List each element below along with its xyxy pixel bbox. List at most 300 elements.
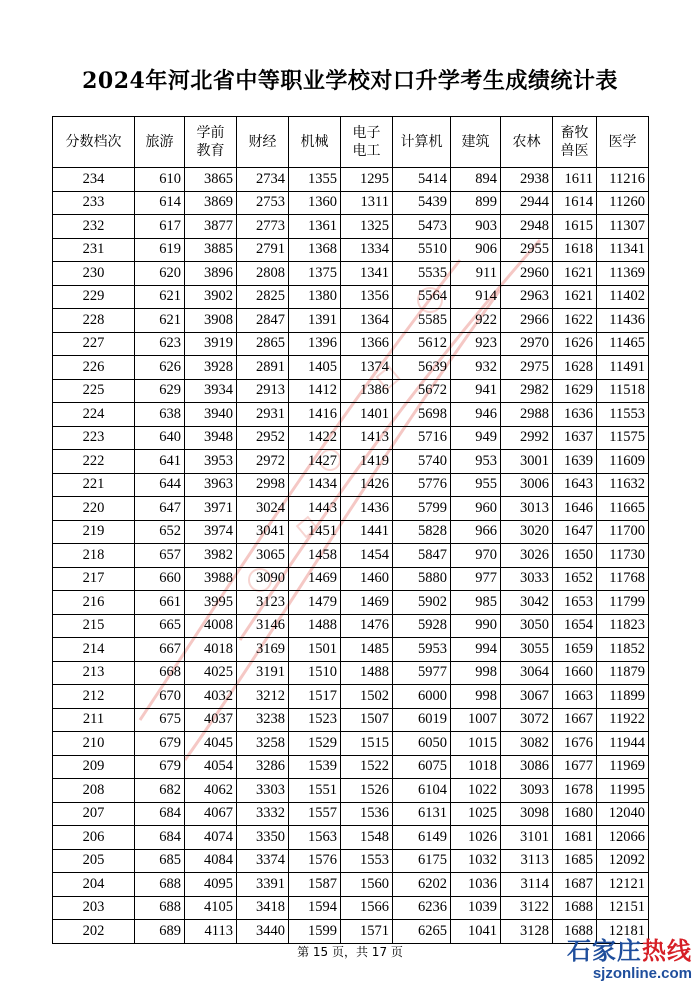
count-cell: 1485 <box>341 638 393 662</box>
count-cell: 1587 <box>289 873 341 897</box>
count-cell: 3042 <box>501 591 553 615</box>
table-row <box>53 873 649 897</box>
column-header: 旅游 <box>135 117 185 168</box>
count-cell: 1548 <box>341 826 393 850</box>
site-logo[interactable] <box>542 936 692 986</box>
count-cell: 1366 <box>341 332 393 356</box>
score-cell: 226 <box>53 356 135 380</box>
count-cell: 1688 <box>553 920 597 944</box>
score-cell: 204 <box>53 873 135 897</box>
table-row <box>53 238 649 262</box>
count-cell: 1018 <box>451 755 501 779</box>
count-cell: 1334 <box>341 238 393 262</box>
count-cell: 2988 <box>501 403 553 427</box>
count-cell: 657 <box>135 544 185 568</box>
count-cell: 1551 <box>289 779 341 803</box>
count-cell: 1364 <box>341 309 393 333</box>
count-cell: 1015 <box>451 732 501 756</box>
count-cell: 685 <box>135 849 185 873</box>
column-header: 医学 <box>597 117 649 168</box>
score-cell: 218 <box>53 544 135 568</box>
score-cell: 230 <box>53 262 135 286</box>
count-cell: 3072 <box>501 708 553 732</box>
count-cell: 1427 <box>289 450 341 474</box>
count-cell: 11922 <box>597 708 649 732</box>
table-row <box>53 379 649 403</box>
count-cell: 1488 <box>289 614 341 638</box>
count-cell: 11491 <box>597 356 649 380</box>
count-cell: 985 <box>451 591 501 615</box>
count-cell: 3086 <box>501 755 553 779</box>
count-cell: 688 <box>135 896 185 920</box>
count-cell: 5799 <box>393 497 451 521</box>
count-cell: 5977 <box>393 661 451 685</box>
count-cell: 2960 <box>501 262 553 286</box>
count-cell: 11823 <box>597 614 649 638</box>
count-cell: 5535 <box>393 262 451 286</box>
count-cell: 2966 <box>501 309 553 333</box>
count-cell: 1563 <box>289 826 341 850</box>
count-cell: 1039 <box>451 896 501 920</box>
count-cell: 990 <box>451 614 501 638</box>
count-cell: 3006 <box>501 473 553 497</box>
count-cell: 1517 <box>289 685 341 709</box>
count-cell: 1687 <box>553 873 597 897</box>
count-cell: 3013 <box>501 497 553 521</box>
count-cell: 11609 <box>597 450 649 474</box>
count-cell: 3090 <box>237 567 289 591</box>
count-cell: 3114 <box>501 873 553 897</box>
count-cell: 5716 <box>393 426 451 450</box>
count-cell: 1515 <box>341 732 393 756</box>
table-row <box>53 450 649 474</box>
count-cell: 1458 <box>289 544 341 568</box>
count-cell: 12092 <box>597 849 649 873</box>
count-cell: 644 <box>135 473 185 497</box>
count-cell: 4025 <box>185 661 237 685</box>
count-cell: 641 <box>135 450 185 474</box>
count-cell: 11436 <box>597 309 649 333</box>
count-cell: 1401 <box>341 403 393 427</box>
count-cell: 1360 <box>289 191 341 215</box>
count-cell: 1594 <box>289 896 341 920</box>
score-cell: 233 <box>53 191 135 215</box>
count-cell: 2913 <box>237 379 289 403</box>
table-row <box>53 826 649 850</box>
count-cell: 3101 <box>501 826 553 850</box>
column-header: 财经 <box>237 117 289 168</box>
count-cell: 903 <box>451 215 501 239</box>
count-cell: 11944 <box>597 732 649 756</box>
count-cell: 2891 <box>237 356 289 380</box>
count-cell: 11768 <box>597 567 649 591</box>
count-cell: 1422 <box>289 426 341 450</box>
count-cell: 1622 <box>553 309 597 333</box>
column-header: 学前 教育 <box>185 117 237 168</box>
score-cell: 203 <box>53 896 135 920</box>
count-cell: 1615 <box>553 215 597 239</box>
count-cell: 1529 <box>289 732 341 756</box>
count-cell: 1476 <box>341 614 393 638</box>
count-cell: 1036 <box>451 873 501 897</box>
count-cell: 1654 <box>553 614 597 638</box>
count-cell: 2944 <box>501 191 553 215</box>
count-cell: 1426 <box>341 473 393 497</box>
table-row <box>53 661 649 685</box>
count-cell: 4074 <box>185 826 237 850</box>
table-row <box>53 332 649 356</box>
count-cell: 1295 <box>341 168 393 192</box>
count-cell: 1416 <box>289 403 341 427</box>
count-cell: 2948 <box>501 215 553 239</box>
count-cell: 3908 <box>185 309 237 333</box>
page-title: 2024年河北省中等职业学校对口升学考生成绩统计表 <box>82 68 618 94</box>
count-cell: 11799 <box>597 591 649 615</box>
table-row <box>53 708 649 732</box>
count-cell: 998 <box>451 661 501 685</box>
count-cell: 3258 <box>237 732 289 756</box>
count-cell: 621 <box>135 309 185 333</box>
count-cell: 1325 <box>341 215 393 239</box>
count-cell: 1667 <box>553 708 597 732</box>
count-cell: 5639 <box>393 356 451 380</box>
count-cell: 679 <box>135 732 185 756</box>
count-cell: 4054 <box>185 755 237 779</box>
count-cell: 5672 <box>393 379 451 403</box>
count-cell: 1659 <box>553 638 597 662</box>
count-cell: 1536 <box>341 802 393 826</box>
count-cell: 12151 <box>597 896 649 920</box>
score-cell: 224 <box>53 403 135 427</box>
count-cell: 12121 <box>597 873 649 897</box>
table-row <box>53 520 649 544</box>
count-cell: 1560 <box>341 873 393 897</box>
count-cell: 638 <box>135 403 185 427</box>
count-cell: 6265 <box>393 920 451 944</box>
count-cell: 6175 <box>393 849 451 873</box>
count-cell: 3020 <box>501 520 553 544</box>
count-cell: 2992 <box>501 426 553 450</box>
score-cell: 208 <box>53 779 135 803</box>
count-cell: 4045 <box>185 732 237 756</box>
count-cell: 1460 <box>341 567 393 591</box>
count-cell: 1599 <box>289 920 341 944</box>
table-row <box>53 309 649 333</box>
score-cell: 205 <box>53 849 135 873</box>
count-cell: 5776 <box>393 473 451 497</box>
count-cell: 1636 <box>553 403 597 427</box>
count-cell: 3948 <box>185 426 237 450</box>
count-cell: 626 <box>135 356 185 380</box>
count-cell: 610 <box>135 168 185 192</box>
count-cell: 3971 <box>185 497 237 521</box>
count-cell: 5928 <box>393 614 451 638</box>
count-cell: 619 <box>135 238 185 262</box>
table-row <box>53 497 649 521</box>
count-cell: 3934 <box>185 379 237 403</box>
count-cell: 4008 <box>185 614 237 638</box>
count-cell: 1443 <box>289 497 341 521</box>
count-cell: 11899 <box>597 685 649 709</box>
count-cell: 3113 <box>501 849 553 873</box>
table-row <box>53 567 649 591</box>
table-row <box>53 591 649 615</box>
count-cell: 960 <box>451 497 501 521</box>
count-cell: 2791 <box>237 238 289 262</box>
count-cell: 1618 <box>553 238 597 262</box>
count-cell: 688 <box>135 873 185 897</box>
count-cell: 1685 <box>553 849 597 873</box>
count-cell: 966 <box>451 520 501 544</box>
score-cell: 227 <box>53 332 135 356</box>
count-cell: 1510 <box>289 661 341 685</box>
count-cell: 3303 <box>237 779 289 803</box>
count-cell: 2938 <box>501 168 553 192</box>
count-cell: 3982 <box>185 544 237 568</box>
score-statistics-table <box>52 116 649 944</box>
count-cell: 668 <box>135 661 185 685</box>
count-cell: 3896 <box>185 262 237 286</box>
count-cell: 1643 <box>553 473 597 497</box>
count-cell: 946 <box>451 403 501 427</box>
count-cell: 1646 <box>553 497 597 521</box>
count-cell: 661 <box>135 591 185 615</box>
score-cell: 207 <box>53 802 135 826</box>
count-cell: 3146 <box>237 614 289 638</box>
table-row <box>53 849 649 873</box>
count-cell: 2998 <box>237 473 289 497</box>
table-row <box>53 426 649 450</box>
count-cell: 3098 <box>501 802 553 826</box>
count-cell: 2931 <box>237 403 289 427</box>
count-cell: 1380 <box>289 285 341 309</box>
score-cell: 222 <box>53 450 135 474</box>
count-cell: 3238 <box>237 708 289 732</box>
count-cell: 11216 <box>597 168 649 192</box>
count-cell: 1434 <box>289 473 341 497</box>
table-row <box>53 544 649 568</box>
score-cell: 225 <box>53 379 135 403</box>
count-cell: 5902 <box>393 591 451 615</box>
count-cell: 1026 <box>451 826 501 850</box>
count-cell: 1611 <box>553 168 597 192</box>
count-cell: 675 <box>135 708 185 732</box>
count-cell: 11995 <box>597 779 649 803</box>
count-cell: 5953 <box>393 638 451 662</box>
count-cell: 6075 <box>393 755 451 779</box>
count-cell: 1391 <box>289 309 341 333</box>
count-cell: 11553 <box>597 403 649 427</box>
table-row <box>53 285 649 309</box>
count-cell: 3332 <box>237 802 289 826</box>
count-cell: 3953 <box>185 450 237 474</box>
count-cell: 5585 <box>393 309 451 333</box>
count-cell: 640 <box>135 426 185 450</box>
count-cell: 949 <box>451 426 501 450</box>
count-cell: 4105 <box>185 896 237 920</box>
count-cell: 682 <box>135 779 185 803</box>
count-cell: 1523 <box>289 708 341 732</box>
count-cell: 3191 <box>237 661 289 685</box>
count-cell: 5698 <box>393 403 451 427</box>
count-cell: 4067 <box>185 802 237 826</box>
count-cell: 3122 <box>501 896 553 920</box>
count-cell: 3440 <box>237 920 289 944</box>
count-cell: 1681 <box>553 826 597 850</box>
score-cell: 215 <box>53 614 135 638</box>
count-cell: 1454 <box>341 544 393 568</box>
score-cell: 232 <box>53 215 135 239</box>
count-cell: 3055 <box>501 638 553 662</box>
table-row <box>53 896 649 920</box>
column-header: 电子 电工 <box>341 117 393 168</box>
score-cell: 209 <box>53 755 135 779</box>
table-row <box>53 473 649 497</box>
count-cell: 6236 <box>393 896 451 920</box>
count-cell: 1621 <box>553 285 597 309</box>
count-cell: 1647 <box>553 520 597 544</box>
count-cell: 12040 <box>597 802 649 826</box>
score-cell: 220 <box>53 497 135 521</box>
count-cell: 1356 <box>341 285 393 309</box>
table-row <box>53 685 649 709</box>
count-cell: 1571 <box>341 920 393 944</box>
count-cell: 3050 <box>501 614 553 638</box>
count-cell: 2865 <box>237 332 289 356</box>
count-cell: 3024 <box>237 497 289 521</box>
count-cell: 3877 <box>185 215 237 239</box>
table-row <box>53 802 649 826</box>
score-cell: 212 <box>53 685 135 709</box>
count-cell: 1479 <box>289 591 341 615</box>
count-cell: 2963 <box>501 285 553 309</box>
count-cell: 1614 <box>553 191 597 215</box>
count-cell: 5473 <box>393 215 451 239</box>
count-cell: 11465 <box>597 332 649 356</box>
count-cell: 684 <box>135 802 185 826</box>
count-cell: 1557 <box>289 802 341 826</box>
count-cell: 5847 <box>393 544 451 568</box>
count-cell: 11575 <box>597 426 649 450</box>
count-cell: 5828 <box>393 520 451 544</box>
count-cell: 11730 <box>597 544 649 568</box>
count-cell: 1419 <box>341 450 393 474</box>
score-cell: 211 <box>53 708 135 732</box>
count-cell: 899 <box>451 191 501 215</box>
count-cell: 6202 <box>393 873 451 897</box>
count-cell: 1405 <box>289 356 341 380</box>
table-row <box>53 262 649 286</box>
table-row <box>53 215 649 239</box>
score-cell: 213 <box>53 661 135 685</box>
count-cell: 1678 <box>553 779 597 803</box>
count-cell: 2773 <box>237 215 289 239</box>
count-cell: 3041 <box>237 520 289 544</box>
count-cell: 11852 <box>597 638 649 662</box>
count-cell: 1441 <box>341 520 393 544</box>
count-cell: 5612 <box>393 332 451 356</box>
count-cell: 914 <box>451 285 501 309</box>
count-cell: 12066 <box>597 826 649 850</box>
count-cell: 652 <box>135 520 185 544</box>
count-cell: 3928 <box>185 356 237 380</box>
count-cell: 1375 <box>289 262 341 286</box>
count-cell: 665 <box>135 614 185 638</box>
count-cell: 1621 <box>553 262 597 286</box>
count-cell: 1469 <box>341 591 393 615</box>
count-cell: 6050 <box>393 732 451 756</box>
count-cell: 1539 <box>289 755 341 779</box>
count-cell: 2970 <box>501 332 553 356</box>
count-cell: 3885 <box>185 238 237 262</box>
score-cell: 228 <box>53 309 135 333</box>
count-cell: 3169 <box>237 638 289 662</box>
count-cell: 1041 <box>451 920 501 944</box>
count-cell: 1626 <box>553 332 597 356</box>
count-cell: 3350 <box>237 826 289 850</box>
score-cell: 202 <box>53 920 135 944</box>
count-cell: 620 <box>135 262 185 286</box>
column-header: 农林 <box>501 117 553 168</box>
count-cell: 3963 <box>185 473 237 497</box>
count-cell: 5510 <box>393 238 451 262</box>
count-cell: 3067 <box>501 685 553 709</box>
count-cell: 1355 <box>289 168 341 192</box>
count-cell: 679 <box>135 755 185 779</box>
count-cell: 2975 <box>501 356 553 380</box>
count-cell: 3128 <box>501 920 553 944</box>
count-cell: 1361 <box>289 215 341 239</box>
count-cell: 4084 <box>185 849 237 873</box>
count-cell: 4062 <box>185 779 237 803</box>
count-cell: 977 <box>451 567 501 591</box>
count-cell: 6131 <box>393 802 451 826</box>
count-cell: 1653 <box>553 591 597 615</box>
count-cell: 3123 <box>237 591 289 615</box>
count-cell: 1553 <box>341 849 393 873</box>
count-cell: 2808 <box>237 262 289 286</box>
count-cell: 894 <box>451 168 501 192</box>
count-cell: 1660 <box>553 661 597 685</box>
count-cell: 5880 <box>393 567 451 591</box>
count-cell: 3026 <box>501 544 553 568</box>
count-cell: 1637 <box>553 426 597 450</box>
table-row <box>53 356 649 380</box>
count-cell: 667 <box>135 638 185 662</box>
count-cell: 2753 <box>237 191 289 215</box>
count-cell: 1650 <box>553 544 597 568</box>
count-cell: 623 <box>135 332 185 356</box>
count-cell: 1022 <box>451 779 501 803</box>
count-cell: 1386 <box>341 379 393 403</box>
count-cell: 1576 <box>289 849 341 873</box>
count-cell: 11969 <box>597 755 649 779</box>
count-cell: 621 <box>135 285 185 309</box>
count-cell: 1680 <box>553 802 597 826</box>
count-cell: 3286 <box>237 755 289 779</box>
table-row <box>53 191 649 215</box>
count-cell: 1368 <box>289 238 341 262</box>
count-cell: 3902 <box>185 285 237 309</box>
count-cell: 4113 <box>185 920 237 944</box>
count-cell: 3001 <box>501 450 553 474</box>
count-cell: 2952 <box>237 426 289 450</box>
count-cell: 684 <box>135 826 185 850</box>
count-cell: 1676 <box>553 732 597 756</box>
count-cell: 3064 <box>501 661 553 685</box>
count-cell: 1502 <box>341 685 393 709</box>
count-cell: 629 <box>135 379 185 403</box>
